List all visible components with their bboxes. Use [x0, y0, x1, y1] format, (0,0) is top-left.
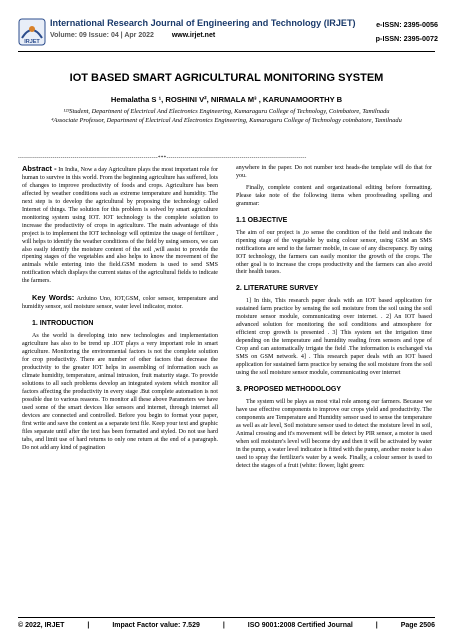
- literature-heading: 2. LITERATURE SURVEY: [236, 285, 319, 293]
- footer-iso: ISO 9001:2008 Certified Journal: [247, 622, 353, 629]
- affiliation-students: ¹²³Student, Department of Electrical And Electronics Engineering, Kumaraguru College of Technology, Coimbatore, Tamilnadu: [63, 108, 390, 115]
- journal-header: [18, 18, 438, 48]
- footer-copyright: © 2022, IRJET: [18, 622, 65, 629]
- footer-separator: |: [222, 622, 225, 629]
- journal-logo: [18, 18, 46, 46]
- abstract-label: Abstract -: [22, 164, 57, 173]
- affiliation-professor: ⁴Associate Professor, Department of Electrical And Electronics Engineering, Kumaraguru College of Technology coimbatore, Tamilnadu: [51, 116, 402, 124]
- objective-heading: 1.1 OBJECTIVE: [236, 216, 288, 224]
- abstract-text: In India, Now a day Agriculture plays the most important role for human to survive in this world. From the beginning agriculture has suffered, lots of changes to improve productivity of foods and crops. Agriculture has been affected by weather conditions such as extreme temperature and humidity. The next step is to develop the agricultural by proposing the technology called Internet of things. The solution for this problem is solved by smart agriculture monitoring system using IOT. IOT technology is the complete solution to increase the productivity of crops in agriculture. The main advantage of this project is to implement the IOT technology will optimize the usage of fertilizer , will helps to identify the weather conditions of the field by using sensors, we can also easily identify the moisture content of the soil ,will assist to provide the ripening stages of the vegetables and also helps to know the movement of the animals while entering into the field.GSM modem is used to send SMS notification which displays the current status of the agricultural fields to indicate the farmers.: [22, 167, 218, 285]
- left-column: [22, 165, 218, 456]
- abstract: [22, 165, 218, 286]
- intro-continued-2: Finally, complete content and organizational editing before formatting. Please take note of the following items when proofreading spelling and grammar:: [236, 184, 432, 207]
- keywords: [22, 294, 218, 312]
- objective-text: The aim of our project is ,to sense the condition of the field and indicate the ripening stage of the vegetable by using colour sensor, using GSM an SMS notifications are send to the farmer mobile, in case of any discrepancy. By using IOT technology, the farmers can easily monitor the growth of the crops. The other goal is to increase the crops productivity and the farmers can also avoid their health issues.: [236, 229, 432, 276]
- right-column: [236, 165, 432, 474]
- footer-separator: |: [375, 622, 378, 629]
- header-rule: [18, 51, 435, 52]
- journal-volume-line: [50, 32, 215, 39]
- journal-logo-text: IRJET: [24, 39, 40, 45]
- journal-website: www.irjet.net: [171, 32, 216, 39]
- paper-authors: Hemalatha S ¹, ROSHINI V², NIRMALA M³ , KARUNAMOORTHY B: [110, 95, 343, 104]
- footer-separator: |: [87, 622, 90, 629]
- section-separator: ---------------------------------------------------------------------***---------------------------------------------------------------------: [18, 155, 307, 161]
- journal-eissn: e-ISSN: 2395-0056: [376, 20, 438, 29]
- keywords-text: Arduino Uno, IOT,GSM, color sensor, temperature and humidity sensor, soil moisture sensor, water level indicator, motor.: [22, 296, 218, 311]
- methodology-heading: 3. PROPOSED METHODOLOGY: [236, 385, 342, 393]
- journal-issn: [376, 18, 438, 46]
- intro-text: As the world is developing into new technologies and implementation agriculture has also to be trend up .IOT plays a very important role in smart agriculture. Monitoring the environmental factors is not the complete solution for crop productivity. There are number of other factors that decrease the productivity to the greater IOT helps in assembling of information such as climate humidity, temperature, animal intrusion, fruit maturity stage. To provide solutions to all such problems develop an integrated system which monitor all factors affecting the productivity in every stage .But complete automation is not possible due to various reasons. To monitor all these above Parameters we have used some of the smart devices like sensors and internet, through internet all devices are connected and controlled. Before you begin to format your paper, first write and save the content as a separate text file. Keep your text and graphic files separate until after the text has been formatted and styled. Do not use hard tabs, and limit use of hard returns to only one return at the end of a paragraph. Do not add any kind of pagination: [22, 333, 218, 451]
- footer-rule: [18, 617, 435, 618]
- journal-name: International Research Journal of Engineering and Technology (IRJET): [50, 18, 356, 28]
- paper-affiliations: [30, 108, 423, 125]
- journal-pissn: p-ISSN: 2395-0072: [375, 34, 438, 43]
- footer-page-number: Page 2506: [400, 622, 435, 629]
- journal-volume: Volume: 09 Issue: 04 | Apr 2022: [50, 32, 154, 39]
- footer-impact-factor: Impact Factor value: 7.529: [112, 622, 200, 629]
- methodology-text: The system will be plays as most vital role among our farmers. Because we have use effective components to improve our crops yield and productivity. The components are Temperature and Humidity sensor used to sense the temperature as well as air level, Soil moisture sensor used to detect the moisture level in soil, Animal crossing and it's movement will be detect by PIR sensor, a motor is used when soil moisture's level will become dry and then it will be activated by water in the pump, a water level indicator is fitted with the pump, another motor is also used to spray the fertilizer's water by a week. Finally, a colour sensor is used to detect the stages of a fruit (white: flower, light green:: [236, 398, 432, 469]
- intro-continued: anywhere in the paper. Do not number text heads-the template will do that for you.: [236, 165, 432, 179]
- paper-title: IOT BASED SMART AGRICULTURAL MONITORING SYSTEM: [69, 72, 384, 84]
- intro-heading: 1. INTRODUCTION: [32, 320, 94, 328]
- page-footer: [18, 622, 435, 629]
- literature-text: 1] In this, This research paper deals with an IOT based application for sustained farm practice by sensing the soil moisture from the soil using the soil moisture sensor module, communicating over internet. . 2] An IOT based advanced solution for monitoring the soil conditions and atmosphere for efficient crop growth is presented . 3] This system set the irrigation time depending on the temperature and humidity reading from sensors and type of Crop and can automatically irrigate the field .The information is exchanged via SMS on GSM network. 4] . This research paper deals with an IOT based application for sustained farm practice by sensing the soil moisture from the soil using the soil moisture sensor module, communicating over internet: [236, 298, 432, 376]
- keywords-label: Key Words:: [32, 293, 75, 303]
